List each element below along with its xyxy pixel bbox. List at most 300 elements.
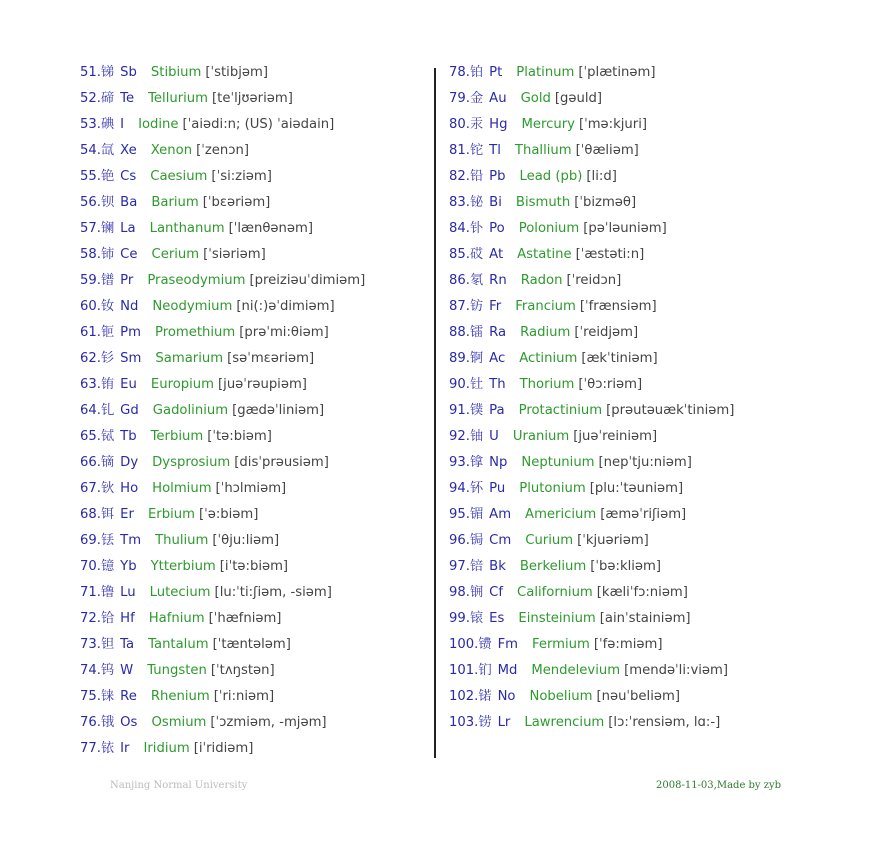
element-symbol: Ta [120,637,135,652]
element-name: Astatine [517,247,572,262]
element-number: 52. [80,91,101,106]
element-pronunciation: [prəutəuækˈtiniəm] [606,403,735,418]
element-symbol: Cf [489,585,504,600]
element-number: 89. [449,351,470,366]
element-row [80,580,432,606]
element-pronunciation: [nəuˈbeliəm] [596,689,680,704]
element-row [80,216,432,242]
element-symbol: Xe [120,143,137,158]
element-symbol: La [120,221,136,236]
element-pronunciation: [lɔ:ˈrensiəm, lɑ:-] [608,715,721,730]
element-symbol: Re [120,689,137,704]
element-pronunciation: [ˈə:biəm] [198,507,259,522]
element-number: 67. [80,481,101,496]
element-number: 90. [449,377,470,392]
element-number: 58. [80,247,101,262]
element-pronunciation: [lu:ˈti:ʃiəm, -siəm] [214,585,332,600]
element-name: Americium [525,507,597,522]
element-pronunciation: [ˈsiəriəm] [203,247,266,262]
element-number: 64. [80,403,101,418]
element-symbol: Th [489,377,506,392]
element-row [449,424,849,450]
element-pronunciation: [səˈmεəriəm] [227,351,315,366]
element-name: Radon [520,273,563,288]
element-pronunciation: [prəˈmi:θiəm] [239,325,329,340]
element-row [449,268,849,294]
element-number: 82. [449,169,470,184]
element-symbol: Pu [489,481,506,496]
element-row [80,86,432,112]
element-symbol: Ra [489,325,507,340]
element-pronunciation: [ˈæstəti:n] [575,247,645,262]
element-pronunciation: [ˈhɔlmiəm] [215,481,287,496]
element-chinese-name: 钕 [100,299,115,314]
element-number: 100. [449,637,479,652]
element-symbol: Po [489,221,505,236]
element-chinese-name: 镨 [100,273,115,288]
element-name: Erbium [147,507,195,522]
element-pronunciation: [ˈtʌŋstən] [210,663,275,678]
element-chinese-name: 钷 [100,325,115,340]
element-name: Tellurium [148,91,209,106]
element-name: Bismuth [515,195,571,210]
element-symbol: Hg [489,117,508,132]
element-chinese-name: 铹 [478,715,492,730]
element-pronunciation: [ˈbə:kliəm] [590,559,662,574]
element-number: 81. [449,143,470,158]
element-number: 63. [80,377,101,392]
element-row [80,268,432,294]
element-row [449,60,849,86]
element-pronunciation: [iˈtə:biəm] [219,559,289,574]
element-number: 77. [80,741,101,756]
element-row [449,216,849,242]
element-name: Europium [150,377,215,392]
element-pronunciation: [disˈprəusiəm] [234,455,329,470]
element-number: 79. [449,91,470,106]
element-number: 88. [449,325,470,340]
element-symbol: Te [120,91,135,106]
element-pronunciation: [ˈaiədi:n; (US) ˈaiədain] [182,117,335,132]
element-chinese-name: 镝 [100,455,115,470]
element-chinese-name: 碲 [100,91,115,106]
footer-credit: 2008-11-03,Made by zyb [656,780,782,791]
element-pronunciation: [nepˈtju:niəm] [598,455,692,470]
element-symbol: Hf [120,611,135,626]
element-number: 60. [80,299,101,314]
element-chinese-name: 镱 [100,559,115,574]
element-chinese-name: 铕 [100,377,115,392]
element-name: Dysprosium [152,455,231,470]
element-number: 65. [80,429,101,444]
element-symbol: Sb [120,65,137,80]
element-number: 54. [80,143,101,158]
element-pronunciation: [plu:ˈtəuniəm] [589,481,684,496]
element-pronunciation: [ˈkjuəriəm] [577,533,649,548]
element-chinese-name: 锎 [469,585,484,600]
element-number: 83. [449,195,470,210]
element-pronunciation: [ˈfə:miəm] [593,637,663,652]
element-name: Actinium [519,351,578,366]
element-chinese-name: 锿 [469,611,484,626]
element-chinese-name: 铀 [469,429,484,444]
element-chinese-name: 镅 [469,507,484,522]
element-row [80,450,432,476]
column-divider [434,68,436,758]
element-row [449,684,849,710]
element-chinese-name: 钆 [100,403,115,418]
element-list-right [449,60,849,736]
element-chinese-name: 铪 [100,611,115,626]
element-name: Holmium [152,481,212,496]
element-number: 103. [449,715,479,730]
element-number: 92. [449,429,470,444]
element-symbol: Fm [497,637,518,652]
element-pronunciation: [ˈri:niəm] [213,689,275,704]
element-row [449,294,849,320]
element-name: Polonium [518,221,580,236]
element-name: Caesium [150,169,208,184]
element-number: 84. [449,221,470,236]
element-symbol: Ho [120,481,139,496]
element-row [449,554,849,580]
element-number: 70. [80,559,101,574]
element-number: 96. [449,533,470,548]
element-symbol: Md [497,663,518,678]
element-symbol: Ir [120,741,130,756]
element-symbol: Fr [489,299,502,314]
element-row [449,242,849,268]
element-number: 59. [80,273,101,288]
element-row [80,684,432,710]
element-name: Plutonium [519,481,586,496]
element-chinese-name: 铽 [100,429,115,444]
element-pronunciation: [gædəˈliniəm] [232,403,325,418]
element-number: 98. [449,585,470,600]
element-name: Californium [517,585,593,600]
element-pronunciation: [ˈtə:biəm] [207,429,272,444]
element-symbol: Lu [120,585,136,600]
element-chinese-name: 镤 [469,403,484,418]
element-pronunciation: [juəˈreiniəm] [573,429,658,444]
element-symbol: Dy [120,455,139,470]
element-row [449,632,849,658]
element-name: Ytterbium [150,559,216,574]
element-pronunciation: [preiziəuˈdimiəm] [249,273,366,288]
element-number: 75. [80,689,101,704]
element-name: Curium [525,533,574,548]
element-name: Einsteinium [518,611,596,626]
element-number: 53. [80,117,101,132]
element-symbol: Yb [120,559,137,574]
element-pronunciation: [ˈsi:ziəm] [211,169,272,184]
element-symbol: Os [120,715,138,730]
element-name: Stibium [150,65,202,80]
element-number: 51. [80,65,101,80]
element-chinese-name: 镄 [478,637,492,652]
element-name: Rhenium [150,689,210,704]
element-number: 62. [80,351,101,366]
element-chinese-name: 氡 [469,273,484,288]
element-number: 80. [449,117,470,132]
element-chinese-name: 铥 [100,533,115,548]
element-symbol: Pm [120,325,141,340]
footer-university: Nanjing Normal University [110,780,248,791]
element-list-left [80,60,432,762]
element-chinese-name: 钡 [100,195,115,210]
element-chinese-name: 钐 [100,351,115,366]
element-pronunciation: [ækˈtiniəm] [581,351,658,366]
element-name: Tantalum [148,637,209,652]
element-row [449,346,849,372]
element-chinese-name: 镧 [100,221,115,236]
element-symbol: Lr [497,715,511,730]
element-pronunciation: [ˈɔzmiəm, -mjəm] [210,715,327,730]
element-chinese-name: 钍 [469,377,484,392]
element-pronunciation: [ˈbizməθ] [574,195,637,210]
element-symbol: Am [489,507,512,522]
element-name: Thallium [514,143,572,158]
element-symbol: I [120,117,125,132]
element-symbol: Au [489,91,507,106]
element-symbol: Cm [489,533,512,548]
element-pronunciation: [ˈfrænsiəm] [579,299,657,314]
element-name: Mendelevium [531,663,621,678]
element-row [449,190,849,216]
element-number: 95. [449,507,470,522]
element-row [80,398,432,424]
element-symbol: Ba [120,195,138,210]
element-row [80,554,432,580]
element-number: 57. [80,221,101,236]
element-name: Francium [515,299,576,314]
element-symbol: Nd [120,299,139,314]
element-name: Xenon [150,143,193,158]
element-number: 91. [449,403,470,418]
element-pronunciation: [mendəˈli:viəm] [624,663,729,678]
element-chinese-name: 锕 [469,351,484,366]
element-symbol: Bk [489,559,506,574]
element-name: Tungsten [147,663,207,678]
element-row [449,606,849,632]
element-row [449,476,849,502]
element-symbol: Rn [489,273,507,288]
element-name: Berkelium [519,559,587,574]
element-symbol: Pb [489,169,506,184]
element-number: 69. [80,533,101,548]
element-name: Praseodymium [147,273,246,288]
element-name: Lawrencium [524,715,605,730]
element-number: 86. [449,273,470,288]
element-pronunciation: [ˈlænθənəm] [228,221,313,236]
element-symbol: W [120,663,134,678]
element-symbol: Pt [489,65,503,80]
element-symbol: At [489,247,504,262]
element-pronunciation: [ˈθæliəm] [575,143,639,158]
element-row [80,632,432,658]
element-row [449,86,849,112]
element-symbol: Pr [120,273,134,288]
element-row [449,528,849,554]
element-pronunciation: [æməˈriʃiəm] [600,507,687,522]
element-pronunciation: [ˈstibjəm] [205,65,268,80]
element-pronunciation: [iˈridiəm] [193,741,254,756]
element-chinese-name: 铂 [469,65,484,80]
element-name: Gadolinium [152,403,229,418]
element-chinese-name: 镥 [100,585,115,600]
element-row [80,476,432,502]
element-pronunciation: [ˈθɔ:riəm] [578,377,643,392]
element-chinese-name: 镭 [469,325,484,340]
element-row [449,710,849,736]
element-row [449,398,849,424]
element-name: Iodine [138,117,179,132]
element-pronunciation: [ˈzenɔn] [196,143,249,158]
element-number: 93. [449,455,470,470]
element-row [80,112,432,138]
element-pronunciation: [ˈθju:liəm] [212,533,280,548]
element-number: 94. [449,481,470,496]
element-name: Thorium [519,377,575,392]
element-row [80,164,432,190]
element-row [80,190,432,216]
element-symbol: Ce [120,247,138,262]
element-chinese-name: 钔 [478,663,492,678]
element-symbol: Np [489,455,508,470]
element-row [80,424,432,450]
element-chinese-name: 氙 [100,143,115,158]
element-name: Iridium [143,741,190,756]
element-name: Lead (pb) [519,169,583,184]
element-name: Fermium [532,637,590,652]
element-row [80,294,432,320]
element-symbol: Pa [489,403,505,418]
element-number: 78. [449,65,470,80]
element-name: Cerium [151,247,200,262]
element-chinese-name: 砹 [469,247,484,262]
element-pronunciation: [ˈmə:kjuri] [578,117,647,132]
element-number: 71. [80,585,101,600]
element-pronunciation: [ˈreidɔn] [566,273,622,288]
element-symbol: Er [120,507,134,522]
element-chinese-name: 锇 [100,715,115,730]
element-chinese-name: 锔 [469,533,484,548]
element-name: Barium [151,195,199,210]
element-pronunciation: [ni(:)əˈdimiəm] [236,299,335,314]
element-symbol: Tb [120,429,137,444]
element-chinese-name: 碘 [100,117,115,132]
element-row [80,372,432,398]
element-row [449,580,849,606]
element-symbol: Es [489,611,505,626]
element-row [80,242,432,268]
element-name: Protactinium [518,403,603,418]
element-pronunciation: [ˈhæfniəm] [208,611,282,626]
element-pronunciation: [li:d] [586,169,617,184]
element-symbol: Tl [489,143,501,158]
element-symbol: Bi [489,195,502,210]
element-symbol: Cs [120,169,137,184]
element-row [449,502,849,528]
element-chinese-name: 钬 [100,481,115,496]
element-name: Lutecium [149,585,211,600]
element-pronunciation: [juəˈrəupiəm] [218,377,307,392]
element-row [80,138,432,164]
element-name: Terbium [150,429,204,444]
element-row [80,346,432,372]
element-row [80,606,432,632]
element-pronunciation: [teˈljʊəriəm] [212,91,293,106]
element-chinese-name: 钚 [469,481,484,496]
element-pronunciation: [ˈbεəriəm] [202,195,271,210]
element-number: 87. [449,299,470,314]
element-number: 56. [80,195,101,210]
element-row [80,736,432,762]
element-number: 97. [449,559,470,574]
element-name: Mercury [521,117,575,132]
element-chinese-name: 铱 [100,741,115,756]
element-symbol: U [489,429,499,444]
element-name: Samarium [155,351,224,366]
element-pronunciation: [pəˈləuniəm] [583,221,667,236]
element-row [449,164,849,190]
element-number: 101. [449,663,479,678]
element-number: 102. [449,689,479,704]
element-row [449,450,849,476]
element-symbol: Gd [120,403,139,418]
element-chinese-name: 锑 [100,65,115,80]
element-pronunciation: [ˈtæntələm] [212,637,291,652]
element-name: Neptunium [521,455,595,470]
element-number: 73. [80,637,101,652]
element-pronunciation: [ainˈstainiəm] [599,611,691,626]
element-name: Uranium [512,429,570,444]
element-number: 55. [80,169,101,184]
element-pronunciation: [ˈreidjəm] [574,325,639,340]
element-chinese-name: 铯 [100,169,115,184]
element-chinese-name: 钨 [100,663,115,678]
element-number: 85. [449,247,470,262]
element-name: Thulium [155,533,209,548]
element-chinese-name: 铒 [100,507,115,522]
element-number: 99. [449,611,470,626]
element-chinese-name: 钫 [469,299,484,314]
element-chinese-name: 铋 [469,195,484,210]
element-chinese-name: 镎 [469,455,484,470]
element-row [449,138,849,164]
element-pronunciation: [ˈplætinəm] [578,65,656,80]
element-row [449,372,849,398]
element-pronunciation: [kæliˈfɔ:niəm] [596,585,688,600]
element-row [449,112,849,138]
element-number: 66. [80,455,101,470]
element-name: Platinum [516,65,575,80]
element-row [449,658,849,684]
element-pronunciation: [gəuld] [554,91,603,106]
element-chinese-name: 铈 [100,247,115,262]
element-row [80,528,432,554]
element-name: Hafnium [148,611,205,626]
element-chinese-name: 铼 [100,689,115,704]
element-symbol: Sm [120,351,142,366]
element-row [80,60,432,86]
element-name: Nobelium [529,689,593,704]
element-chinese-name: 钋 [469,221,484,236]
element-number: 61. [80,325,101,340]
element-chinese-name: 锘 [478,689,492,704]
element-number: 76. [80,715,101,730]
element-row [80,710,432,736]
